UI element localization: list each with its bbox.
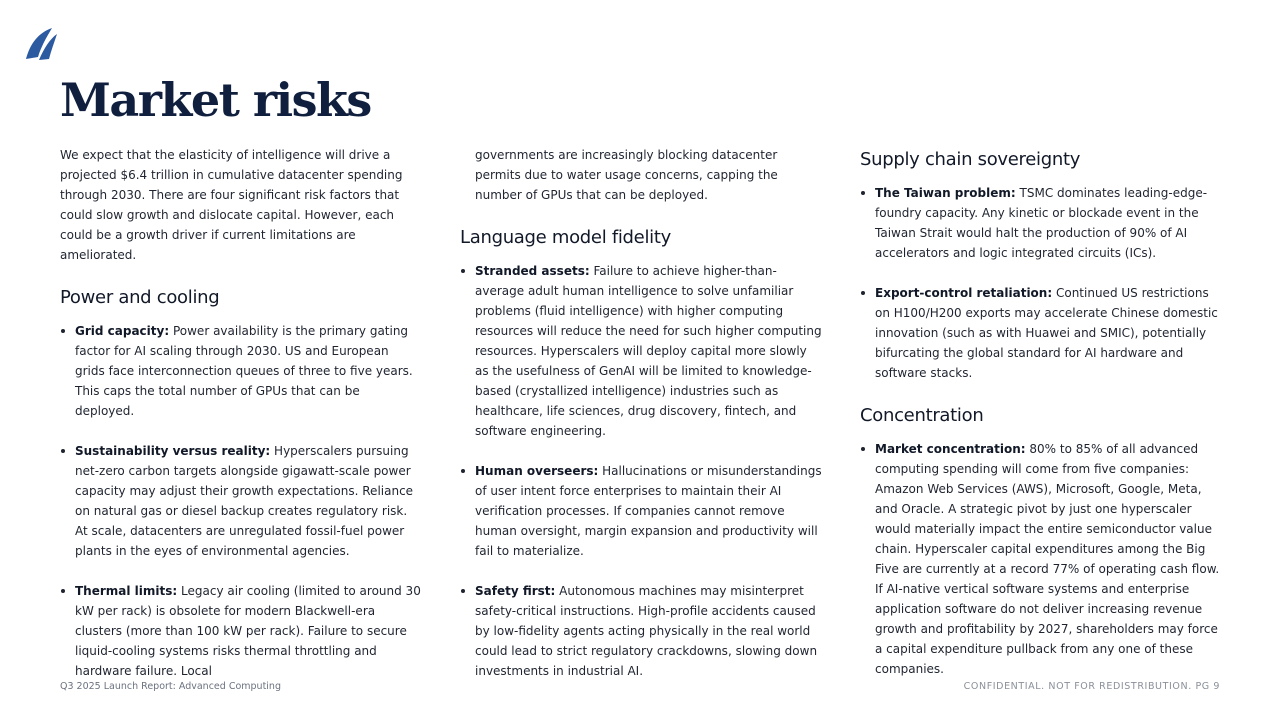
- risk-list-language-model: [460, 261, 822, 681]
- list-item: [60, 441, 422, 561]
- risk-term: Sustainability versus reality:: [75, 444, 271, 458]
- list-item: [860, 439, 1222, 679]
- list-item: [60, 581, 422, 681]
- risk-term: Safety first:: [475, 584, 556, 598]
- risk-text: 80% to 85% of all advanced computing spending will come from five companies: Amazon Web Services (AWS), Microsoft, Google, Meta, and Oracle. A strategic pivot by just one hyperscaler would materially impact the entire semiconductor value chain. Hyperscaler capital expenditures among the Big Five are currently at a record 77% of operating cash flow. If AI-native vertical software systems and enterprise application software do not deliver increasing revenue growth and profitability by 2027, shareholders may force a capital expenditure pullback from any one of these companies.: [875, 442, 1220, 676]
- list-item: [60, 321, 422, 421]
- column-left: [60, 145, 422, 681]
- section-heading-language-model-fidelity: Language model fidelity: [460, 227, 671, 248]
- risk-list-power-cooling: [60, 321, 422, 681]
- risk-text: Hallucinations or misunderstandings of user intent force enterprises to maintain their AI verification processes. If companies cannot remove human oversight, margin expansion and productivity will fail to materialize.: [475, 464, 822, 558]
- intro-paragraph: We expect that the elasticity of intelligence will drive a projected $6.4 trillion in cumulative datacenter spending through 2030. There are four significant risk factors that could slow growth and dislocate capital. However, each could be a growth driver if current limitations are ameliorated.: [60, 148, 403, 262]
- risk-term: The Taiwan problem:: [875, 186, 1016, 200]
- section-heading-power-cooling: Power and cooling: [60, 287, 220, 308]
- risk-term: Grid capacity:: [75, 324, 170, 338]
- column-right: [860, 145, 1222, 679]
- risk-term: Stranded assets:: [475, 264, 590, 278]
- footer-confidential-page: CONFIDENTIAL. NOT FOR REDISTRIBUTION. PG 9: [963, 681, 1220, 692]
- risk-text: Power availability is the primary gating factor for AI scaling through 2030. US and European grids face interconnection queues of three to five years. This caps the total number of GPUs that can be deployed.: [75, 324, 413, 418]
- risk-term: Thermal limits:: [75, 584, 178, 598]
- risk-text: Legacy air cooling (limited to around 30 kW per rack) is obsolete for modern Blackwell-era clusters (more than 100 kW per rack). Failure to secure liquid-cooling systems risks thermal throttling and hardware failure. Local: [75, 584, 421, 678]
- risk-term: Market concentration:: [875, 442, 1026, 456]
- sail-logo-icon: [24, 26, 58, 62]
- page-title: Market risks: [60, 73, 371, 127]
- section-heading-supply-chain: Supply chain sovereignty: [860, 149, 1081, 170]
- risk-text: Autonomous machines may misinterpret safety-critical instructions. High-profile accidents caused by low-fidelity agents acting physically in the real world could lead to strict regulatory crackdowns, slowing down investments in industrial AI.: [475, 584, 818, 678]
- risk-term: Export-control retaliation:: [875, 286, 1053, 300]
- list-item: [460, 461, 822, 561]
- continued-paragraph: governments are increasingly blocking datacenter permits due to water usage concerns, capping the number of GPUs that can be deployed.: [475, 148, 778, 202]
- risk-text: Failure to achieve higher-than-average adult human intelligence to solve unfamiliar problems (fluid intelligence) with higher computing resources will reduce the need for such higher computing resources. Hyperscalers will deploy capital more slowly as the usefulness of GenAI will be limited to knowledge-based (crystallized intelligence) industries such as healthcare, life sciences, drug discovery, fintech, and software engineering.: [475, 264, 822, 438]
- list-item: [460, 581, 822, 681]
- column-middle: [460, 145, 822, 681]
- footer-report-title: Q3 2025 Launch Report: Advanced Computing: [60, 681, 281, 692]
- section-heading-concentration: Concentration: [860, 405, 984, 426]
- risk-term: Human overseers:: [475, 464, 599, 478]
- list-item: [460, 261, 822, 441]
- risk-text: Hyperscalers pursuing net-zero carbon targets alongside gigawatt-scale power capacity may adjust their growth expectations. Reliance on natural gas or diesel backup creates regulatory risk. At scale, datacenters are unregulated fossil-fuel power plants in the eyes of environmental agencies.: [75, 444, 414, 558]
- list-item: [860, 283, 1222, 383]
- risk-list-supply-chain: [860, 183, 1222, 383]
- list-item: [860, 183, 1222, 263]
- risk-text: TSMC dominates leading-edge-foundry capacity. Any kinetic or blockade event in the Taiwan Strait would halt the production of 90% of AI accelerators and logic integrated circuits (ICs).: [875, 186, 1208, 260]
- risk-text: Continued US restrictions on H100/H200 exports may accelerate Chinese domestic innovation (such as with Huawei and SMIC), potentially bifurcating the global standard for AI hardware and software stacks.: [875, 286, 1218, 380]
- risk-list-concentration: [860, 439, 1222, 679]
